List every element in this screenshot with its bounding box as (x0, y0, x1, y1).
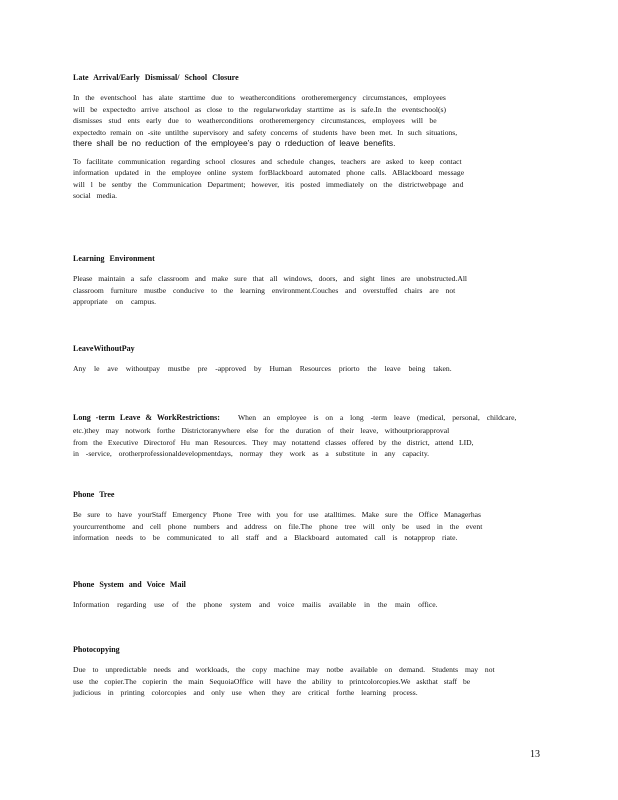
page-number: 13 (530, 749, 540, 760)
text-line: there shall be no reduction of the employee’s pay o rdeduction of leave benefits. (73, 138, 396, 148)
text-line: expectedto remain on -site untilthe supervisory and safety concerns of students have been met. In such situations, (73, 127, 458, 137)
section-heading: Photocopying (73, 645, 120, 654)
text-line: will be expectedto arrive atschool as close to the regularworkday starttime as is safe.In the eventschool(s) (73, 104, 447, 114)
paragraph (73, 664, 543, 699)
text-line: dismisses stud ents early due to weatherconditions orotheremergency circumstances, employees will be (73, 116, 437, 125)
text-line: To facilitate communication regarding school closures and schedule changes, teachers are asked to keep contact (73, 156, 462, 166)
section-long-term-leave (73, 407, 543, 460)
section-learning-environment (73, 254, 543, 308)
text-line: will l be sentby the Communication Department; however, itis posted immediately on the districtwebpage and (73, 179, 464, 189)
text-line: classroom furniture mustbe conducive to the learning environment.Couches and overstuffed chairs are not (73, 285, 456, 295)
paragraph (73, 425, 543, 460)
section-phone-tree (73, 490, 543, 544)
text-line: appropriate on campus. (73, 297, 157, 306)
section-heading: Phone Tree (73, 490, 115, 499)
section-heading: Learning Environment (73, 254, 155, 263)
section-leave-without-pay (73, 344, 543, 375)
text-line: yourcurrenthome and cell phone numbers and address on file.The phone tree will only be used in the event (73, 521, 483, 531)
text-line: from the Executive Directorof Hu man Resources. They may notattend classes offered by the district, attend LID, (73, 437, 474, 447)
section-heading: Long -term Leave & WorkRestrictions: (73, 413, 220, 422)
text-line: In the eventschool has alate starttime due to weatherconditions orotheremergency circumstances, employees (73, 93, 446, 102)
text-line: Information regarding use of the phone system and voice mailis available in the main office. (73, 600, 438, 609)
text-line: Due to unpredictable needs and workloads, the copy machine may notbe available on demand. Students may not (73, 665, 495, 674)
text-line: information needs to be communicated to all staff and a Blackboard automated call is notapprop riate. (73, 533, 458, 542)
section-heading: Phone System and Voice Mail (73, 580, 186, 589)
text-line: etc.)they may notwork forthe Districtoranywhere else for the duration of their leave, withoutpriorapproval (73, 426, 450, 435)
paragraph (73, 363, 543, 375)
paragraph (73, 509, 543, 544)
paragraph (73, 156, 543, 202)
text-line: social media. (73, 191, 118, 200)
paragraph (73, 599, 543, 611)
section-heading: Late Arrival/Early Dismissal/ School Closure (73, 73, 239, 82)
section-phone-system (73, 580, 543, 611)
section-heading: LeaveWithoutPay (73, 344, 135, 353)
text-line: use the copier.The copierin the main SequoiaOffice will have the ability to printcolorcopies.We askthat staff be (73, 676, 471, 686)
text-line: information updated in the employee online system forBlackboard automated phone calls. ABlackboard message (73, 168, 465, 177)
section-late-arrival (73, 73, 543, 202)
text-line: in -service, orotherprofessionaldevelopmentdays, normay they work as a substitute in any capacity. (73, 449, 430, 458)
text-line: Please maintain a safe classroom and make sure that all windows, doors, and sight lines are unobstructed.All (73, 274, 468, 283)
section-photocopying (73, 645, 543, 699)
text-line: judicious in printing colorcopies and only use when they are critical forthe learning process. (73, 688, 418, 697)
text-line: Be sure to have yourStaff Emergency Phone Tree with you for use atalltimes. Make sure the Office Managerhas (73, 510, 481, 519)
text-line: When an employee is on a long -term leave (medical, personal, childcare, (237, 413, 517, 422)
paragraph (73, 273, 543, 308)
paragraph (73, 92, 543, 150)
text-line: Any le ave withoutpay mustbe pre -approved by Human Resources priorto the leave being taken. (73, 364, 452, 373)
